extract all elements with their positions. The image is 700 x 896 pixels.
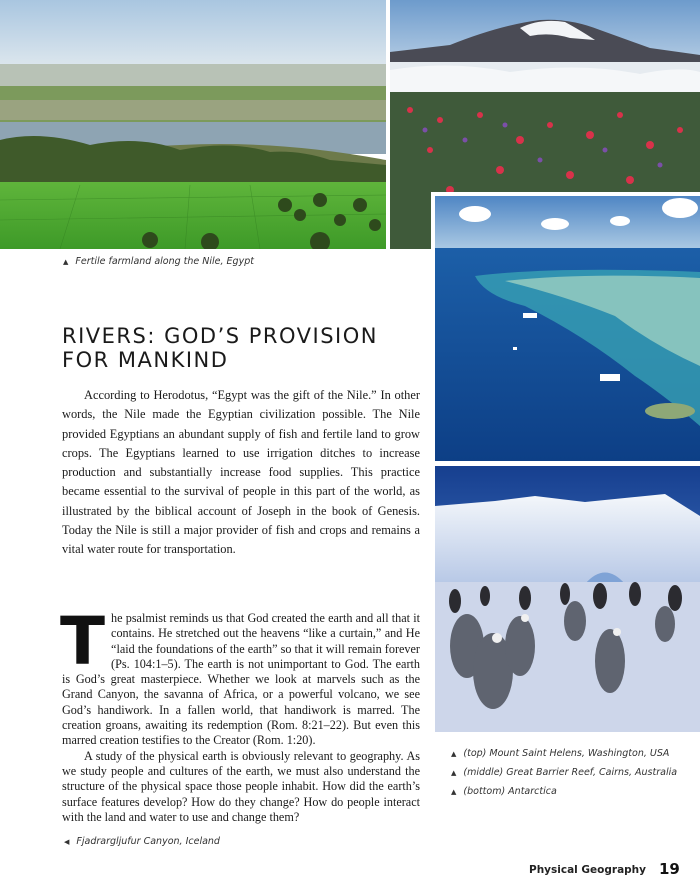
- left-arrow-icon: ◀: [64, 838, 70, 846]
- antarctica-penguins-photo: [435, 466, 700, 732]
- footer-section-title: Physical Geography: [529, 864, 646, 876]
- caption-top: [451, 744, 696, 763]
- caption-text: (middle) Great Barrier Reef, Cairns, Australia: [463, 767, 678, 778]
- caption-middle: [451, 763, 696, 782]
- article-body: [60, 603, 420, 825]
- section-heading: [62, 324, 427, 372]
- paragraph-text: he psalmist reminds us that God created the earth and all that it contains. He stretched out the heavens “like a curtain,” and He “laid the foundations of the earth” so that it will remain forever (Ps. 104:1–5). The earth is not unimportant to God. The earth is God’s great masterpiece. Whether we look at marvels such as the Grand Canyon, the savanna of Africa, or a powerful volcano, we see God’s handiwork. In a fallen world, that handiwork is marred. The creation groans, awaiting its redemption (Rom. 8:21–22). But even this marred creation testifies to the Creator (Rom. 1:20).: [62, 611, 420, 748]
- article-paragraph: A study of the physical earth is obviously relevant to geography. As we study people and cultures of the earth, we must also understand the structure of the physical space those people inhabit. How did the earth’s surface features develop? How do they change? How do people interact with the land and water to use and change them?: [62, 748, 420, 824]
- caption-text: Fjadrargljufur Canyon, Iceland: [76, 836, 220, 847]
- right-photos-captions: [451, 744, 696, 801]
- iceland-photo-caption: [64, 836, 220, 848]
- article-paragraph: [60, 603, 420, 749]
- caption-text: (bottom) Antarctica: [463, 786, 557, 797]
- caption-text: Fertile farmland along the Nile, Egypt: [75, 256, 254, 267]
- great-barrier-reef-photo: [435, 196, 700, 461]
- up-arrow-icon: ▲: [451, 788, 457, 796]
- drop-cap: T: [60, 603, 106, 680]
- heading-line: RIVERS: GOD’S PROVISION: [62, 324, 378, 348]
- nile-farmland-photo: [0, 0, 386, 249]
- nile-photo-caption: [63, 256, 254, 268]
- heading-line: FOR MANKIND: [62, 348, 229, 372]
- article-paragraph: According to Herodotus, “Egypt was the gift of the Nile.” In other words, the Nile made the Egyptian civilization possible. The Nile provided Egyptians an abundant supply of fish and fertile land to grow crops. The Egyptians learned to use irrigation ditches to increase production and substantially increase food supplies. This practice became essential to the survival of people in this part of the world, as illustrated by the biblical account of Joseph in the book of Genesis. Today the Nile is still a major provider of fish and crops and remains a vital water route for transportation.: [62, 388, 420, 557]
- up-arrow-icon: ▲: [63, 258, 69, 266]
- up-arrow-icon: ▲: [451, 769, 457, 777]
- caption-bottom: [451, 782, 696, 801]
- caption-text: (top) Mount Saint Helens, Washington, USA: [463, 748, 670, 759]
- up-arrow-icon: ▲: [451, 750, 457, 758]
- page-number: 19: [659, 860, 680, 878]
